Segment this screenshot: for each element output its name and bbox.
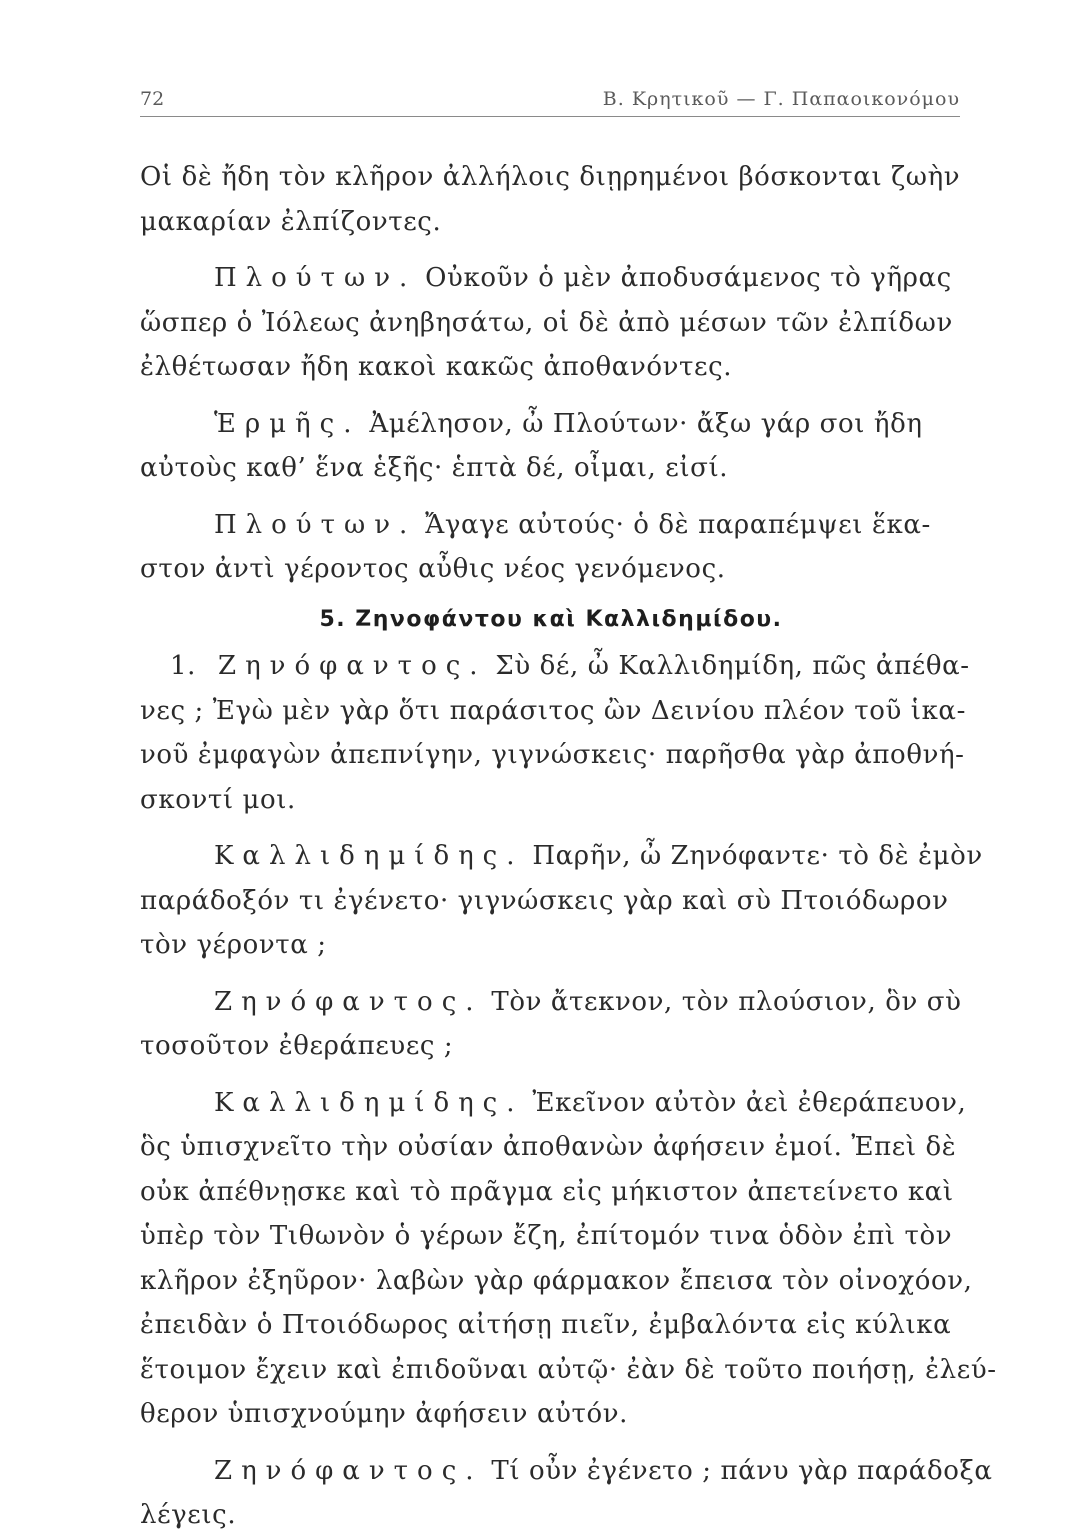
text-line: [140, 446, 962, 491]
line-text: τὸν γέροντα ;: [140, 930, 327, 960]
line-text: αὐτοὺς καθ’ ἕνα ἑξῆς· ἑπτὰ δέ, οἶμαι, εἰσί.: [140, 453, 729, 483]
speaker-name: Καλλιδημίδης.: [214, 1087, 524, 1118]
speaker-name: Ἑρμῆς.: [214, 408, 361, 439]
line-text: στον ἀντὶ γέροντος αὖθις νέος γενόμενος.: [140, 554, 726, 584]
line-text: Σὺ δέ, ὦ Καλλιδημίδη, πῶς ἀπέθα-: [486, 651, 970, 681]
section-heading: 5. Ζηνοφάντου καὶ Καλλιδημίδου.: [319, 606, 783, 632]
text-line: [140, 1259, 973, 1304]
text-line: [140, 1214, 962, 1259]
text-line: [140, 301, 962, 346]
paragraph-number: 1.: [170, 651, 197, 681]
text-line: [140, 923, 962, 968]
text-line: [140, 547, 962, 592]
speaker-name: Καλλιδημίδης.: [214, 841, 524, 871]
text-line: [140, 834, 983, 879]
page-header: [140, 80, 960, 117]
dialogue-part-4-end: [140, 155, 962, 592]
text-line: [140, 689, 966, 734]
page-number: 72: [140, 88, 165, 110]
line-text: ὑπὲρ τὸν Τιθωνὸν ὁ γέρων ἔζη, ἐπίτομόν τινα ὁδὸν ἐπὶ τὸν: [140, 1221, 953, 1251]
line-text: νες ; Ἐγὼ μὲν γὰρ ὅτι παράσιτος ὢν Δεινίου πλέον τοῦ ἱκα-: [140, 695, 966, 726]
text-line: [140, 503, 962, 548]
running-head: Β. Κρητικοῦ — Γ. Παπαοικονόμου: [602, 88, 960, 110]
text-line: [140, 644, 970, 689]
text-line: [140, 733, 965, 778]
speaker-name: Πλούτων.: [214, 263, 417, 293]
line-text: λέγεις.: [140, 1500, 237, 1530]
speaker-name: Πλούτων.: [214, 509, 417, 540]
line-text: Ἀμέλησον, ὦ Πλούτων· ἄξω γάρ σοι ἤδη: [360, 408, 923, 439]
line-text: ἐλθέτωσαν ἤδη κακοὶ κακῶς ἀποθανόντες.: [140, 352, 733, 382]
text-line: [140, 200, 962, 245]
line-text: σκοντί μοι.: [140, 784, 296, 815]
line-text: Ἄγαγε αὐτούς· ὁ δὲ παραπέμψει ἕκα-: [416, 509, 931, 540]
text-line: [140, 345, 962, 390]
line-text: Τί οὖν ἐγένετο ; πάνυ γὰρ παράδοξα: [482, 1455, 993, 1486]
text-line: [140, 1170, 962, 1215]
line-text: μακαρίαν ἐλπίζοντες.: [140, 206, 442, 237]
text-line: [140, 1024, 962, 1069]
text-line: [140, 1081, 967, 1126]
text-line: [140, 1392, 962, 1437]
text-line: [140, 155, 962, 200]
text-line: [140, 1348, 997, 1393]
text-line: [140, 256, 962, 301]
text-line: [140, 402, 962, 447]
line-text: ὥσπερ ὁ Ἰόλεως ἀνηβησάτω, οἱ δὲ ἀπὸ μέσων τῶν ἐλπίδων: [140, 307, 953, 338]
text-line: [140, 980, 962, 1025]
text-line: [140, 778, 962, 823]
line-text: ἐπειδὰν ὁ Πτοιόδωρος αἰτήσῃ πιεῖν, ἐμβαλόντα εἰς κύλικα: [140, 1310, 952, 1340]
text-line: [140, 1303, 962, 1348]
text-line: [140, 1449, 993, 1494]
speaker-name: Ζηνόφαντος.: [214, 986, 483, 1017]
line-text: Οὐκοῦν ὁ μὲν ἀποδυσάμενος τὸ γῆρας: [416, 263, 952, 293]
line-text: Τὸν ἄτεκνον, τὸν πλούσιον, ὃν σὺ: [482, 986, 962, 1017]
line-text: νοῦ ἐμφαγὼν ἀπεπνίγην, γιγνώσκεις· παρῆσθα γὰρ ἀποθνή-: [140, 740, 965, 770]
speaker-name: Ζηνόφαντος.: [214, 1455, 483, 1486]
line-text: παράδοξόν τι ἐγένετο· γιγνώσκεις γὰρ καὶ σὺ Πτοιόδωρον: [140, 885, 949, 916]
line-text: ἕτοιμον ἔχειν καὶ ἐπιδοῦναι αὐτῷ· ἐὰν δὲ τοῦτο ποιήσῃ, ἐλεύ-: [140, 1354, 997, 1385]
line-text: κλῆρον ἐξηῦρον· λαβὼν γὰρ φάρμακον ἔπεισα τὸν οἰνοχόον,: [140, 1265, 973, 1296]
line-text: οὐκ ἀπέθνῃσκε καὶ τὸ πρᾶγμα εἰς μήκιστον ἀπετείνετο καὶ: [140, 1176, 954, 1207]
text-line: [140, 879, 962, 924]
page-body: [140, 155, 997, 1538]
speaker-name: Ζηνόφαντος.: [218, 651, 487, 681]
line-text: Οἱ δὲ ἤδη τὸν κλῆρον ἀλλήλοις διῃρημένοι βόσκονται ζωὴν: [140, 162, 961, 192]
line-text: Παρῆν, ὦ Ζηνόφαντε· τὸ δὲ ἐμὸν: [523, 841, 983, 871]
line-text: θερον ὑπισχνούμην ἀφήσειν αὐτόν.: [140, 1399, 629, 1429]
text-line: [140, 1125, 962, 1170]
line-text: ὃς ὑπισχνεῖτο τὴν οὐσίαν ἀποθανὼν ἀφήσειν ἐμοί. Ἐπεὶ δὲ: [140, 1132, 957, 1162]
line-text: Ἐκεῖνον αὐτὸν ἀεὶ ἐθεράπευον,: [523, 1087, 967, 1118]
dialogue-part-5: [140, 644, 997, 1538]
line-text: τοσοῦτον ἐθεράπευες ;: [140, 1031, 454, 1061]
